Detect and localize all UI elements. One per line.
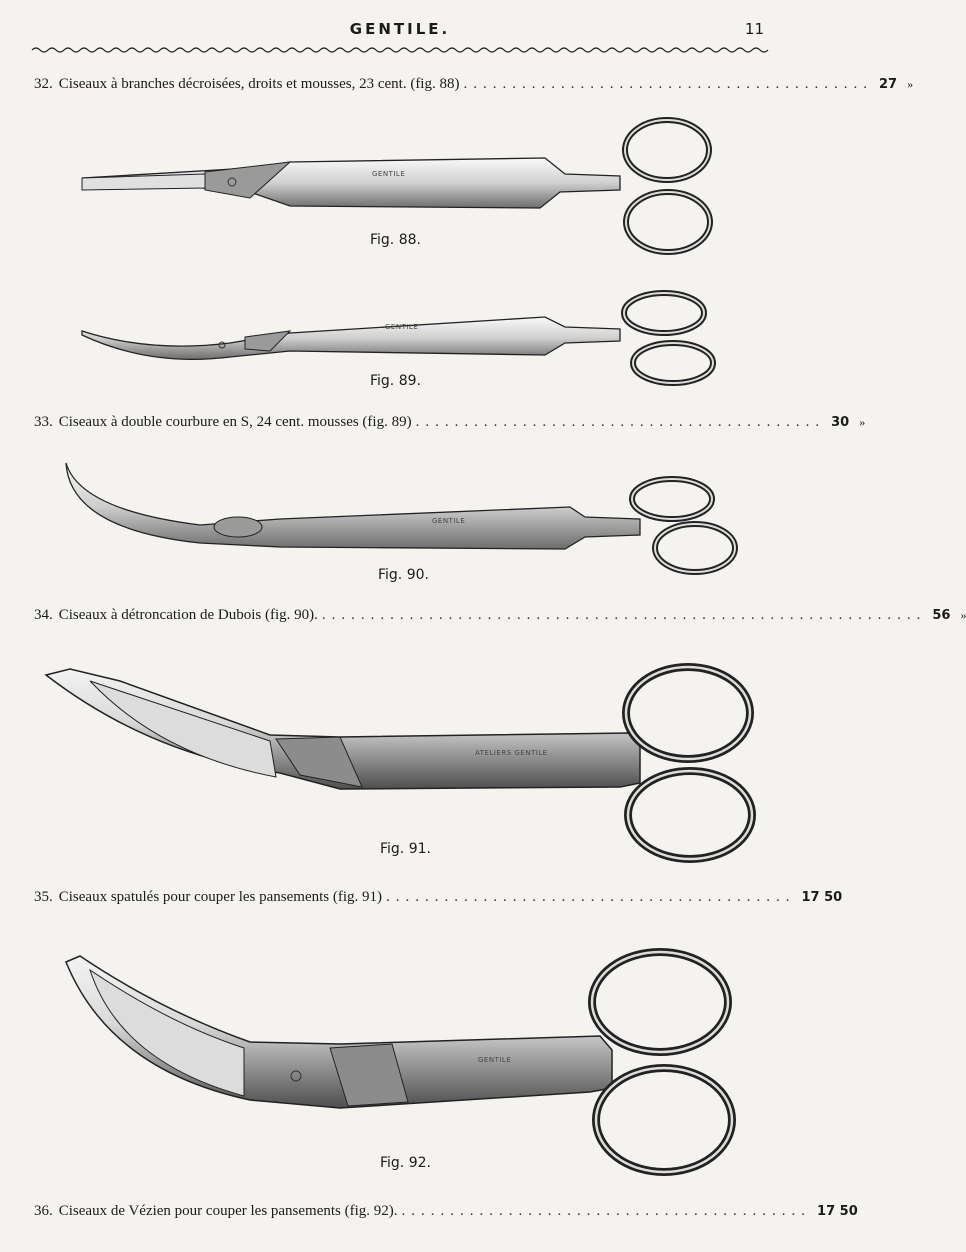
figure-89-scissors-illustration xyxy=(0,285,800,385)
figure-caption-88: Fig. 88. xyxy=(370,232,421,248)
figure-caption-91: Fig. 91. xyxy=(380,841,431,857)
entry-number: 32. xyxy=(34,76,53,92)
figure-caption-92: Fig. 92. xyxy=(380,1155,431,1171)
leader-dots: .......................................... xyxy=(463,76,873,92)
decorative-wavy-rule xyxy=(32,44,768,56)
figure-90-scissors-illustration xyxy=(0,455,800,580)
page-number: 11 xyxy=(744,20,764,38)
figure-caption-90: Fig. 90. xyxy=(378,567,429,583)
engraving-text: GENTILE xyxy=(432,517,466,525)
leader-dots: .......................................... xyxy=(386,889,796,905)
page-header-title: GENTILE. xyxy=(349,20,451,38)
engraving-text: GENTILE xyxy=(478,1056,512,1064)
catalog-entry-35 xyxy=(34,889,843,906)
catalog-entry-32 xyxy=(34,76,914,93)
entry-description: Ciseaux spatulés pour couper les pansements (fig. 91) xyxy=(58,889,383,905)
price-mark: » xyxy=(960,608,966,622)
entry-number: 34. xyxy=(34,607,53,623)
entry-description: Ciseaux à double courbure en S, 24 cent. mousses (fig. 89) xyxy=(58,414,412,430)
leader-dots: .......................................... xyxy=(415,414,826,430)
entry-description: Ciseaux de Vézien pour couper les pansements (fig. 92). xyxy=(58,1203,398,1219)
leader-dots: .......................................... xyxy=(401,1203,812,1219)
engraving-text: ATELIERS GENTILE xyxy=(475,749,548,757)
figure-92-scissors-illustration xyxy=(0,940,800,1180)
figure-91-scissors-illustration xyxy=(0,655,800,865)
entry-price: 30 xyxy=(831,415,850,430)
entry-description: Ciseaux à branches décroisées, droits et mousses, 23 cent. (fig. 88) xyxy=(58,76,460,92)
engraving-text: GENTILE xyxy=(372,170,406,178)
figure-caption-89: Fig. 89. xyxy=(370,373,421,389)
entry-price: 17 50 xyxy=(817,1204,858,1219)
entry-price: 27 xyxy=(878,77,898,92)
engraving-text: GENTILE xyxy=(385,323,419,331)
entry-price: 56 xyxy=(932,608,951,623)
entry-number: 36. xyxy=(34,1203,53,1219)
entry-number: 33. xyxy=(34,414,53,430)
entry-number: 35. xyxy=(34,889,53,905)
catalog-entry-36 xyxy=(34,1203,858,1220)
catalog-entry-33 xyxy=(34,414,866,431)
price-mark: » xyxy=(907,77,914,91)
entry-description: Ciseaux à détroncation de Dubois (fig. 90). xyxy=(58,607,318,623)
price-mark: » xyxy=(859,415,866,429)
catalog-entry-34 xyxy=(34,607,966,624)
entry-price: 17 50 xyxy=(801,890,843,905)
leader-dots: .............................................................. xyxy=(321,607,927,623)
